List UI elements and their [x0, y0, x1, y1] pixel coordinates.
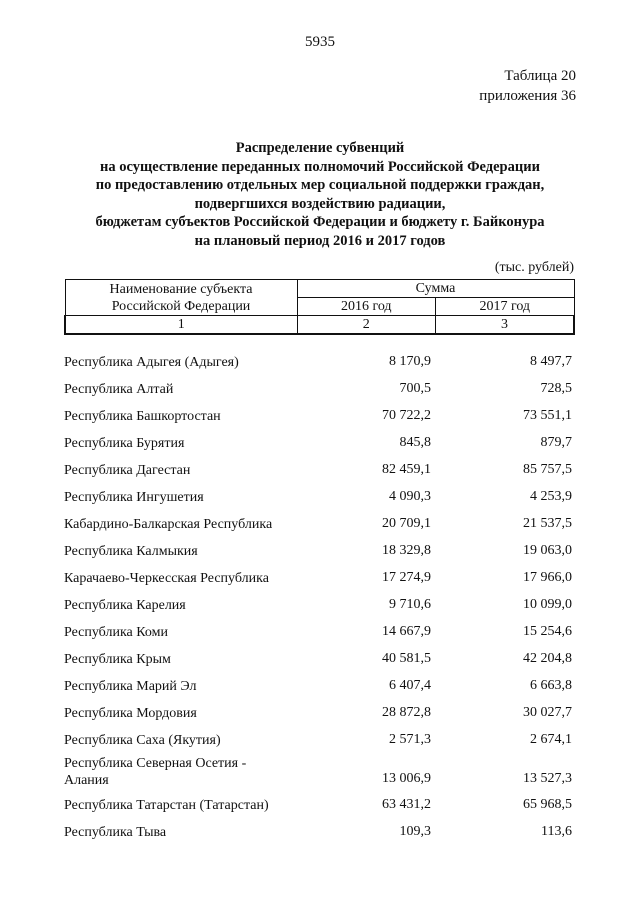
amount-2016: 28 872,8 [382, 705, 431, 720]
header-name-line1: Наименование субъекта [109, 281, 253, 297]
region-name: Республика Башкортостан [64, 409, 221, 424]
region-name: Республика Карелия [64, 598, 186, 613]
amount-2016: 40 581,5 [382, 651, 431, 666]
region-name: Кабардино-Балкарская Республика [64, 517, 273, 532]
amount-2016: 8 170,9 [389, 354, 431, 369]
amount-2017: 85 757,5 [523, 462, 572, 477]
column-number-2: 2 [297, 316, 435, 335]
amount-2017: 19 063,0 [523, 543, 572, 558]
amount-2016: 6 407,4 [389, 678, 431, 693]
title-line: на осуществление переданных полномочий Российской Федерации [100, 158, 540, 175]
table-row [0, 820, 640, 847]
header-sum-cell: Сумма [297, 280, 574, 298]
amount-2016: 14 667,9 [382, 624, 431, 639]
page-number: 5935 [305, 34, 335, 50]
amount-2017: 42 204,8 [523, 651, 572, 666]
table-row [0, 431, 640, 458]
amount-2016: 17 274,9 [382, 570, 431, 585]
region-name: Республика Коми [64, 625, 168, 640]
amount-2016: 109,3 [399, 824, 431, 839]
table-row [0, 377, 640, 404]
table-row [0, 485, 640, 512]
amount-2016: 70 722,2 [382, 408, 431, 423]
table-row [0, 539, 640, 566]
column-number-1: 1 [65, 316, 297, 335]
title-line: на плановый период 2016 и 2017 годов [194, 232, 446, 249]
amount-2016: 18 329,8 [382, 543, 431, 558]
region-name: Республика Саха (Якутия) [64, 733, 221, 748]
amount-2017: 17 966,0 [523, 570, 572, 585]
amount-2016: 9 710,6 [389, 597, 431, 612]
amount-2017: 65 968,5 [523, 797, 572, 812]
region-name: Республика Бурятия [64, 436, 185, 451]
region-name: Республика Мордовия [64, 706, 197, 721]
amount-2017: 113,6 [541, 824, 572, 839]
table-row [0, 620, 640, 647]
header-year-2016: 2016 год [297, 298, 435, 316]
table-row [0, 404, 640, 431]
header-name-line2: Российской Федерации [111, 298, 251, 314]
table-row [0, 566, 640, 593]
document-title [40, 139, 600, 251]
amount-2017: 8 497,7 [530, 354, 572, 369]
region-name: Республика Алтай [64, 382, 174, 397]
header-year-2017: 2017 год [436, 298, 575, 316]
title-line: Распределение субвенций [235, 140, 405, 156]
table-row [0, 647, 640, 674]
table-number-label: Таблица 20 [504, 68, 576, 84]
amount-2017: 21 537,5 [523, 516, 572, 531]
appendix-reference [479, 66, 576, 106]
table-body [0, 350, 640, 847]
amount-2016: 4 090,3 [389, 489, 431, 504]
amount-2016: 700,5 [399, 381, 431, 396]
appendix-number-label: приложения 36 [479, 88, 576, 104]
table-row [0, 593, 640, 620]
table-row [0, 458, 640, 485]
header-name-cell [65, 280, 297, 316]
region-name: Республика Адыгея (Адыгея) [64, 355, 239, 370]
amount-2016: 2 571,3 [389, 732, 431, 747]
amount-2016: 845,8 [399, 435, 431, 450]
title-line: бюджетам субъектов Российской Федерации и бюджету г. Байконура [95, 214, 545, 231]
amount-2017: 15 254,6 [523, 624, 572, 639]
table-row [0, 701, 640, 728]
amount-2017: 13 527,3 [523, 771, 572, 786]
region-name: Республика Татарстан (Татарстан) [64, 798, 269, 813]
region-name: Республика Марий Эл [64, 679, 197, 694]
table-row [0, 350, 640, 377]
amount-2017: 30 027,7 [523, 705, 572, 720]
region-name: Республика Крым [64, 652, 171, 667]
header-row-top [65, 280, 574, 298]
amount-2016: 63 431,2 [382, 797, 431, 812]
amount-2017: 728,5 [540, 381, 572, 396]
table-header [64, 279, 575, 335]
table-row [0, 755, 640, 793]
table-row [0, 728, 640, 755]
region-name: Республика Тыва [64, 825, 167, 840]
amount-2016: 82 459,1 [382, 462, 431, 477]
units-label: (тыс. рублей) [494, 260, 574, 275]
title-line: по предоставлению отдельных мер социальной поддержки граждан, [95, 177, 545, 194]
region-name: Республика Северная Осетия - Алания [64, 756, 247, 788]
region-name: Республика Дагестан [64, 463, 191, 478]
amount-2017: 73 551,1 [523, 408, 572, 423]
amount-2017: 10 099,0 [523, 597, 572, 612]
title-line: подвергшихся воздействию радиации, [194, 195, 446, 212]
table-row [0, 674, 640, 701]
amount-2016: 20 709,1 [382, 516, 431, 531]
header-row-column-numbers [65, 316, 574, 335]
amount-2017: 4 253,9 [530, 489, 572, 504]
table-row [0, 793, 640, 820]
amount-2017: 6 663,8 [530, 678, 572, 693]
region-name: Республика Калмыкия [64, 544, 198, 559]
amount-2016: 13 006,9 [382, 771, 431, 786]
column-number-3: 3 [436, 316, 575, 335]
table-row [0, 512, 640, 539]
region-name: Карачаево-Черкесская Республика [64, 571, 269, 586]
amount-2017: 879,7 [540, 435, 572, 450]
region-name: Республика Ингушетия [64, 490, 204, 505]
amount-2017: 2 674,1 [530, 732, 572, 747]
